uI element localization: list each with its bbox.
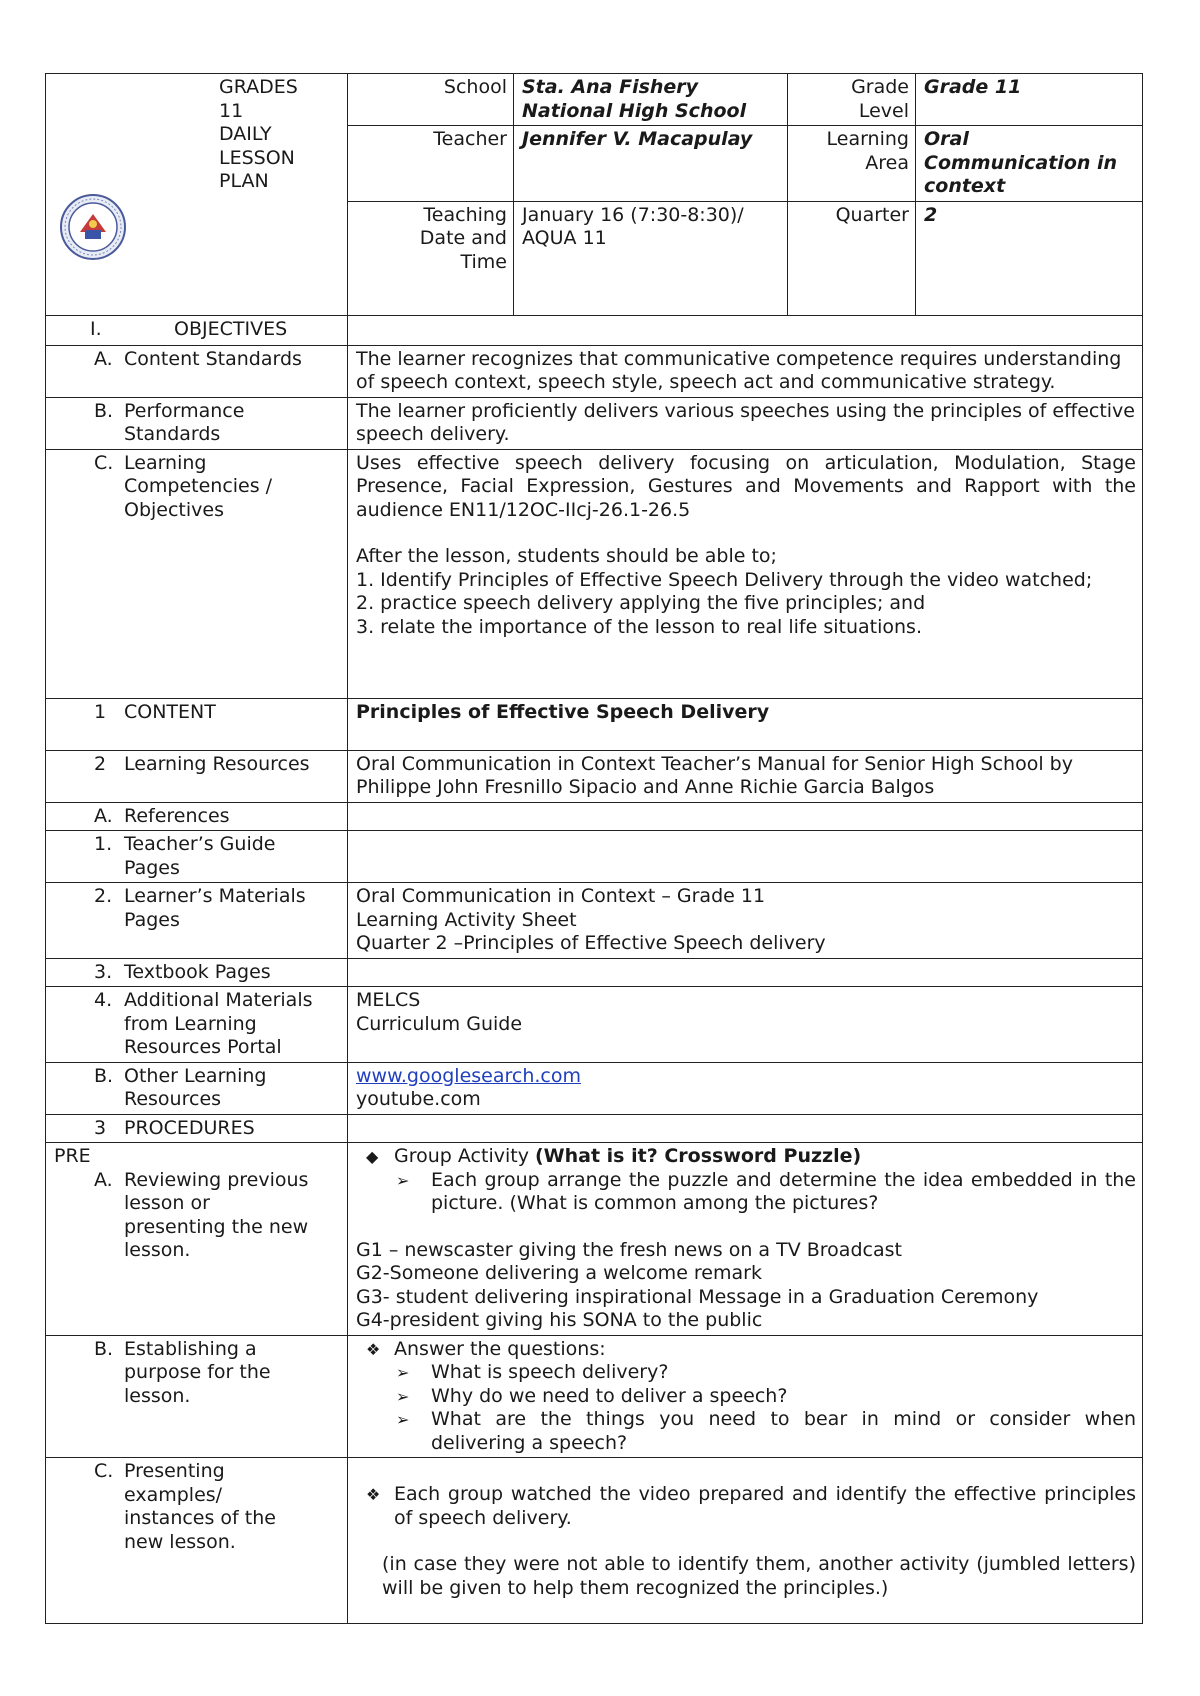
row-num: 1 xyxy=(94,700,107,723)
label-line: Learner’s Materials xyxy=(124,885,306,907)
value-line: MELCS xyxy=(356,989,421,1011)
references-value xyxy=(348,802,1143,831)
quarter-value: 2 xyxy=(916,201,1143,315)
star-bullet-icon: ❖ xyxy=(366,1485,381,1504)
deped-seal-icon xyxy=(58,192,128,262)
group-item: G2-Someone delivering a welcome remark xyxy=(356,1262,762,1284)
row-label xyxy=(124,1169,341,1263)
row-num: B. xyxy=(94,1064,114,1087)
label-line: Standards xyxy=(124,423,221,445)
learning-area-line: Communication in xyxy=(924,151,1118,174)
questions-intro: Answer the questions: xyxy=(394,1337,606,1360)
date-label-line: Time xyxy=(460,250,507,273)
activity-prefix: Group Activity xyxy=(394,1145,535,1167)
row-num: B. xyxy=(94,1337,114,1360)
row-num: 4. xyxy=(94,989,113,1011)
group-item: G1 – newscaster giving the fresh news on a TV Broadcast xyxy=(356,1238,902,1261)
label-line: new lesson. xyxy=(124,1530,236,1553)
grade-level-label xyxy=(788,74,916,126)
label-line: Objectives xyxy=(124,498,224,521)
objectives-num: I. xyxy=(90,317,102,340)
lesson-plan-table xyxy=(45,73,1143,1624)
row-num: C. xyxy=(94,451,114,474)
googlesearch-link[interactable]: www.googlesearch.com xyxy=(356,1064,581,1087)
procedure-c-note: (in case they were not able to identify them, another activity (jumbled letters) will be given to help them recognized the principles.) xyxy=(382,1553,1136,1599)
textbook-label xyxy=(46,958,348,987)
content-value: Principles of Effective Speech Delivery xyxy=(348,698,1143,750)
learning-resources-label xyxy=(46,750,348,802)
procedure-c-value xyxy=(348,1458,1143,1624)
teacher-label: Teacher xyxy=(348,126,514,202)
objectives-blank xyxy=(348,315,1143,345)
row-label xyxy=(124,885,341,932)
row-num: A. xyxy=(94,1168,113,1191)
arrow-bullet-icon: ➢ xyxy=(396,1410,410,1429)
activity-title: (What is it? Crossword Puzzle) xyxy=(534,1145,862,1167)
row-num: A. xyxy=(94,804,113,827)
question-item: What are the things you need to bear in mind or consider when delivering a speech? xyxy=(431,1408,1136,1454)
row-num: A. xyxy=(94,347,113,370)
learning-area-value xyxy=(916,126,1143,202)
value-line: Quarter 2 –Principles of Effective Speech delivery xyxy=(356,932,826,954)
additional-materials-value xyxy=(348,987,1143,1063)
row-label xyxy=(124,400,341,447)
quarter-label: Quarter xyxy=(788,201,916,315)
title-line: 11 xyxy=(219,99,244,122)
row-label: CONTENT xyxy=(124,700,216,723)
learners-materials-label xyxy=(46,883,348,959)
learners-materials-value xyxy=(348,883,1143,959)
label-line: examples/ xyxy=(124,1483,223,1506)
label-line: lesson or xyxy=(124,1192,210,1214)
value-line: Curriculum Guide xyxy=(356,1012,523,1035)
activity-instruction: Each group arrange the puzzle and determine the idea embedded in the picture. (What is common among the pictures? xyxy=(431,1168,1136,1214)
performance-standards-value: The learner proficiently delivers various speeches using the principles of effective speech delivery. xyxy=(348,397,1143,449)
row-label: Learning Resources xyxy=(124,752,310,775)
label-line: Learning xyxy=(124,451,207,474)
school-value xyxy=(514,74,788,126)
other-resources-value xyxy=(348,1062,1143,1114)
learning-resources-value: Oral Communication in Context Teacher’s Manual for Senior High School by Philippe John Fresnillo Sipacio and Anne Richie Garcia Balgos xyxy=(348,750,1143,802)
title-line: GRADES xyxy=(219,76,298,98)
title-line: DAILY xyxy=(219,123,272,145)
learning-area-line: context xyxy=(924,175,1006,197)
school-label: School xyxy=(348,74,514,126)
label-line: Presenting xyxy=(124,1460,225,1482)
procedure-a-label xyxy=(46,1143,348,1336)
row-label: Textbook Pages xyxy=(124,960,271,983)
date-label-line: Date and xyxy=(419,227,507,249)
date-value xyxy=(514,201,788,315)
objectives-label: OBJECTIVES xyxy=(174,317,288,340)
school-line: National High School xyxy=(522,99,747,122)
date-line: AQUA 11 xyxy=(522,227,607,249)
procedure-c-text: Each group watched the video prepared and identify the effective principles of speech delivery. xyxy=(394,1483,1136,1529)
label-line: purpose for the xyxy=(124,1361,271,1383)
content-standards-value: The learner recognizes that communicative competence requires understanding of speech context, speech style, speech act and communicative strategy. xyxy=(348,345,1143,397)
learning-area-line: Oral xyxy=(924,128,969,150)
after-lesson-text: After the lesson, students should be able to; xyxy=(356,545,777,567)
row-num: 3 xyxy=(94,1116,107,1139)
label-line: Competencies / xyxy=(124,475,273,497)
learning-area-label xyxy=(788,126,916,202)
row-num: 2 xyxy=(94,752,107,775)
label-line: Establishing a xyxy=(124,1337,257,1360)
row-label xyxy=(124,833,341,880)
competencies-label xyxy=(46,449,348,698)
value-line: Learning Activity Sheet xyxy=(356,908,577,931)
row-label: PROCEDURES xyxy=(124,1116,255,1139)
additional-materials-label xyxy=(46,987,348,1063)
grade-level-value: Grade 11 xyxy=(916,74,1143,126)
label-line: Additional Materials xyxy=(124,989,313,1011)
other-resources-label xyxy=(46,1062,348,1114)
content-standards-label xyxy=(46,345,348,397)
row-num: 2. xyxy=(94,885,113,907)
group-item: G4-president giving his SONA to the public xyxy=(356,1309,763,1331)
label-line: instances of the xyxy=(124,1507,276,1529)
youtube-text: youtube.com xyxy=(356,1088,481,1110)
label-line: Resources xyxy=(124,1088,222,1110)
school-line: Sta. Ana Fishery xyxy=(522,76,699,98)
label-line: Pages xyxy=(124,908,180,931)
procedure-b-value xyxy=(348,1335,1143,1458)
procedures-label xyxy=(46,1114,348,1143)
teacher-value: Jennifer V. Macapulay xyxy=(514,126,788,202)
row-label xyxy=(124,1065,341,1112)
row-num: B. xyxy=(94,399,114,422)
date-label xyxy=(348,201,514,315)
grade-level-label-line: Level xyxy=(858,99,909,122)
label-line: Resources Portal xyxy=(124,1036,282,1058)
label-line: from Learning xyxy=(124,1012,257,1035)
procedures-blank xyxy=(348,1114,1143,1143)
references-label xyxy=(46,802,348,831)
competencies-value xyxy=(348,449,1143,698)
competency-text: Uses effective speech delivery focusing on articulation, Modulation, Stage Presence, Facial Expression, Gestures and Movements and Rapport with the audience EN11/12OC-IIcj-26.1-26.5 xyxy=(356,451,1136,521)
row-label xyxy=(124,1460,341,1554)
header-title-cell xyxy=(46,74,348,316)
row-num: C. xyxy=(94,1460,114,1482)
title-line: LESSON xyxy=(219,146,295,169)
row-label: Content Standards xyxy=(124,347,302,370)
question-item: What is speech delivery? xyxy=(431,1361,669,1383)
label-line: Performance xyxy=(124,399,245,422)
row-label xyxy=(124,1338,341,1409)
objective-item: 2. practice speech delivery applying the five principles; and xyxy=(356,592,926,614)
label-line: Other Learning xyxy=(124,1064,267,1087)
grade-level-label-line: Grade xyxy=(851,76,909,98)
procedure-c-label xyxy=(46,1458,348,1624)
label-line: Pages xyxy=(124,856,180,879)
label-line: Reviewing previous xyxy=(124,1168,309,1191)
performance-standards-label xyxy=(46,397,348,449)
learning-area-label-line: Area xyxy=(865,151,909,174)
label-line: lesson. xyxy=(124,1239,191,1261)
label-line: presenting the new xyxy=(124,1215,309,1238)
label-line: lesson. xyxy=(124,1384,191,1407)
objective-item: 3. relate the importance of the lesson to real life situations. xyxy=(356,615,922,638)
objectives-heading xyxy=(46,315,348,345)
question-item: Why do we need to deliver a speech? xyxy=(431,1384,788,1407)
pre-label: PRE xyxy=(54,1145,91,1167)
arrow-bullet-icon: ➢ xyxy=(396,1386,410,1406)
row-label xyxy=(124,989,341,1060)
content-label xyxy=(46,698,348,750)
objective-item: 1. Identify Principles of Effective Speech Delivery through the video watched; xyxy=(356,568,1093,591)
star-bullet-icon: ❖ xyxy=(366,1339,381,1359)
group-item: G3- student delivering inspirational Message in a Graduation Ceremony xyxy=(356,1285,1039,1308)
diamond-bullet-icon: ◆ xyxy=(366,1147,379,1166)
teachers-guide-label xyxy=(46,831,348,883)
teachers-guide-value xyxy=(348,831,1143,883)
date-line: January 16 (7:30-8:30)/ xyxy=(522,203,744,226)
row-label: References xyxy=(124,804,230,827)
row-num: 1. xyxy=(94,833,113,855)
date-label-line: Teaching xyxy=(423,203,507,226)
procedure-a-value xyxy=(348,1143,1143,1336)
row-label xyxy=(124,452,341,523)
row-num: 3. xyxy=(94,960,113,983)
procedure-b-label xyxy=(46,1335,348,1458)
arrow-bullet-icon: ➢ xyxy=(396,1363,410,1382)
label-line: Teacher’s Guide xyxy=(124,833,276,855)
title-line: PLAN xyxy=(219,170,269,192)
arrow-bullet-icon: ➢ xyxy=(396,1170,410,1190)
value-line: Oral Communication in Context – Grade 11 xyxy=(356,885,766,907)
learning-area-label-line: Learning xyxy=(826,128,909,150)
textbook-value xyxy=(348,958,1143,987)
